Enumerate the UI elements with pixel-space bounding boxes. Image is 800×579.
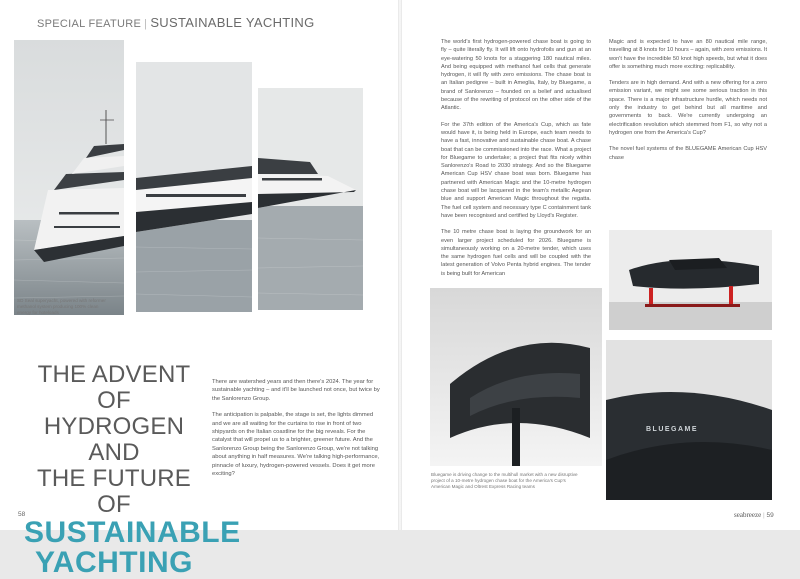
body-paragraph: The 10 metre chase boat is laying the groundwork for an even larger project scheduled for 2026. Bluegame is simultaneously working on a 20-metre tender, which uses the same hydrogen fuel cells and will be coupled with the latest generation of Volvo Penta hybrid engines. The tender is being built for American [441, 229, 591, 277]
feature-label: SPECIAL FEATURE [37, 18, 142, 30]
headline-line-3: THE FUTURE OF [37, 465, 191, 518]
yacht-superstructure [14, 40, 264, 315]
body-column-2 [609, 38, 767, 162]
folio-divider: | [763, 512, 765, 519]
page-number-left: 58 [18, 511, 26, 518]
body-paragraph: The novel fuel systems of the BLUEGAME American Cup HSV chase [609, 146, 767, 161]
headline-accent-1: SUSTAINABLE [24, 516, 241, 549]
left-photo-caption: SD Seal superyacht, powered with reformer methanol system producing 100% clean energy for hoteloads [17, 298, 106, 315]
body-column-1 [441, 38, 591, 278]
body-paragraph: Magic and is expected to have an 80 nautical mile range, travelling at 8 knots for 10 hours – again, with zero emissions. It won't have the incredible 50 knot high speeds, but what it does offer is something much more exciting: replicability. [609, 39, 767, 70]
section-label: SUSTAINABLE YACHTING [150, 15, 315, 30]
feature-headline [24, 361, 241, 579]
running-head [37, 15, 315, 30]
body-paragraph: Tenders are in high demand. And with a new offering for a zero emission variant, we might see some serious traction in this space. There is a major infrastructure hurdle, which needs not only the industry to get behind but all maritime and governments to back. We're currently undergoing an electrification revolution which stemmed from F1, so why not a hydrogen one from the America's Cup? [609, 80, 767, 136]
headline-accent-2: YACHTING [35, 546, 193, 579]
chase-boat-foil-photo [430, 288, 602, 466]
yacht-photo-panel-3 [258, 88, 363, 310]
chase-boat-bow-photo [606, 340, 772, 500]
headline-line-2: HYDROGEN AND [43, 413, 185, 466]
page-gutter [398, 0, 402, 530]
magazine-brand: seabreeze [734, 511, 762, 519]
intro-paragraph: There are watershed years and then there's 2024. The year for sustainable yachting – and it'll be launched not once, but twice by the Sanlorenzo Group. [212, 379, 380, 402]
intro-text [212, 378, 384, 486]
folio-right [734, 511, 774, 519]
headline-line-1: THE ADVENT OF [37, 361, 191, 414]
running-head-divider: | [144, 18, 148, 30]
body-paragraph: For the 37th edition of the America's Cup, which as fate would have it, is being held in Europe, each team needs to have a fast, innovative and sustainable chase boat. A chase boat that can be commissioned into the race. What a project for Bluegame to undertake; a project that fits nicely within Sanlorenzo's Road to 2030 strategy. And so the Bluegame American Cup HSV chase boat was born. Bluegame has partnered with American Magic and the 10-metre hydrogen chase boat will be lacquered in the team's metallic Aegean blue and support American Magic throughout the regatta. The fuel cell system and necessary type C containment tank have been recognised and certified by Lloyd's Register. [441, 121, 591, 219]
intro-paragraph: The anticipation is palpable, the stage is set, the lights dimmed and we are all waiting for the curtains to rise in front of two shipyards on the Italian coastline for the big reveals. For the catalyst that will propel us to a brighter, greener future. And the Sanlorenzo Group being the Sanlorenzo Group, we're not talking about anything in half measures. We're talking high-performance, pinnacle of luxury, hydrogen-powered vessels. Does it get more exciting? [212, 412, 380, 478]
body-paragraph: The world's first hydrogen-powered chase boat is going to fly – quite literally fly. It will lift onto hydrofoils and gun at an eye-watering 50 knots for a staggering 180 nautical miles. And being equipped with methanol fuel cells that generate hydrogen, it will fly with zero emissions. The chase boat is an Italian pedigree – built in Ameglia, Italy, by Bluegame, a brand of Sanlorenzo – founded on a belief and actualised because of the rewriting of protocol on the other side of the Atlantic. [441, 39, 591, 112]
page-number-right: 59 [766, 512, 774, 519]
hull-name-label: BLUEGAME [646, 426, 699, 433]
chase-boat-display-photo [609, 230, 772, 330]
right-photo-caption: Bluegame is driving change to the multihull market with a new disruptive project of a 10-metre hydrogen chase boat for the America's Cup's American Magic and Oltrest Express Racing teams [431, 472, 578, 489]
